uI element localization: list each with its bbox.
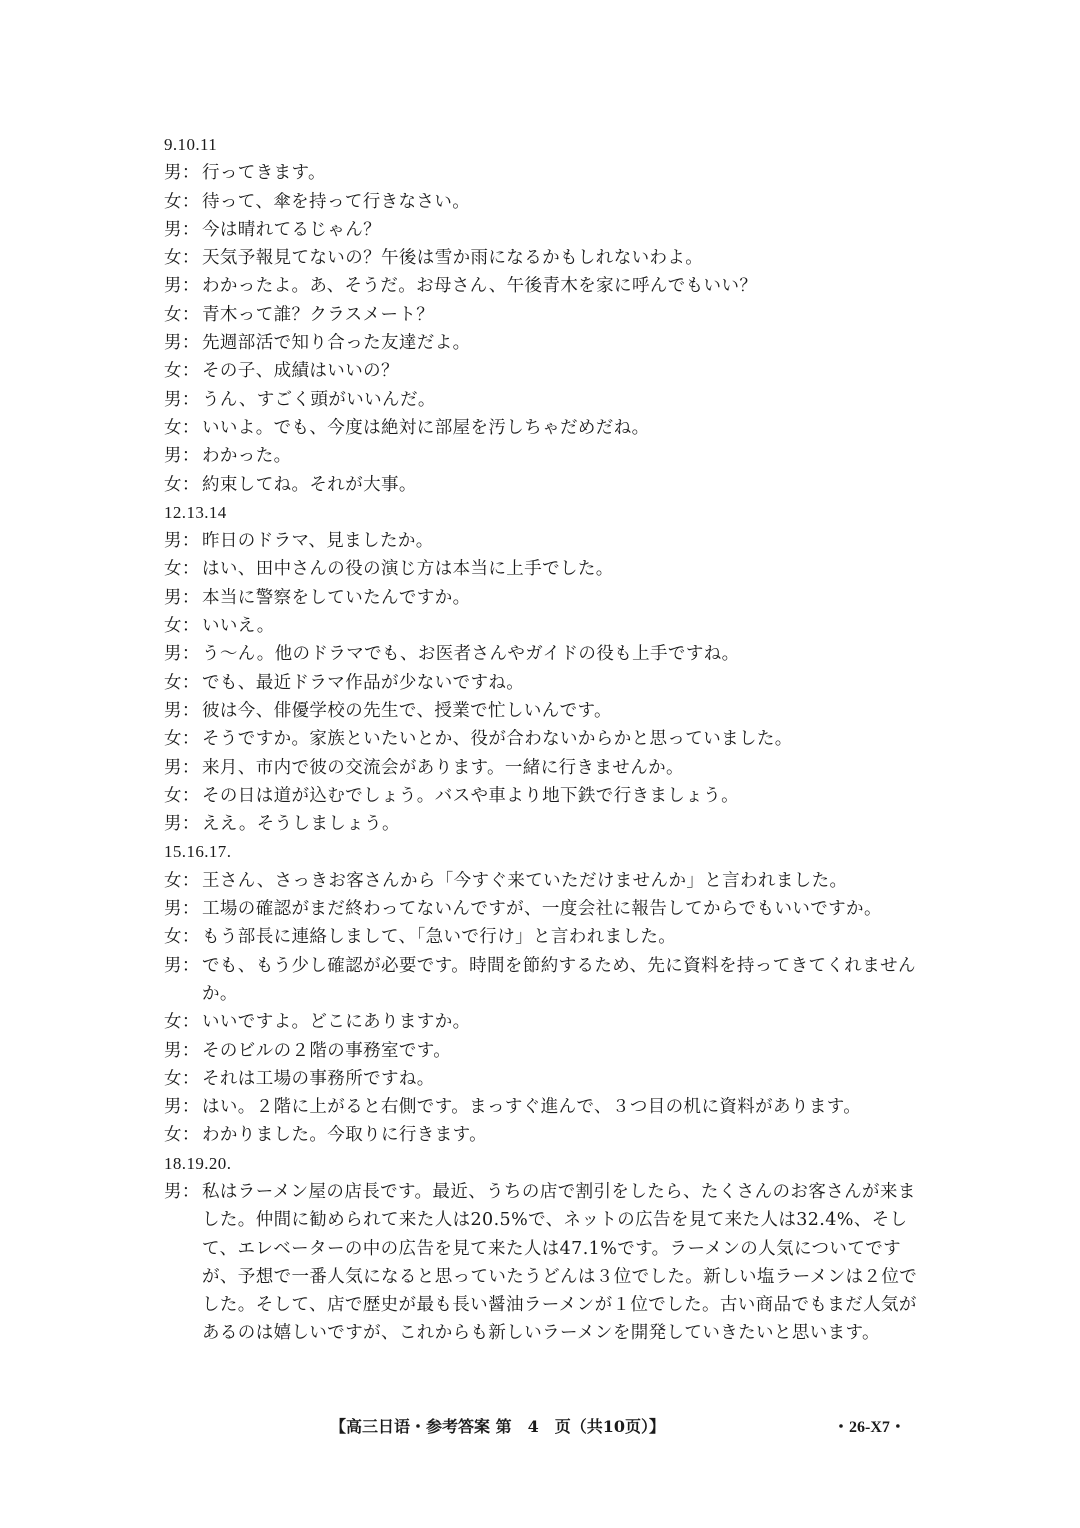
speaker-label: 女：: [164, 1068, 200, 1089]
dialogue-line: [164, 1008, 924, 1036]
dialogue-line: [164, 782, 924, 810]
dialogue-line: [164, 640, 924, 668]
dialogue-text: そうですか。家族といたいとか、役が合わないからかと思っていました。: [202, 729, 793, 750]
dialogue-line: [164, 754, 924, 782]
dialogue-text: 先週部活で知り合った友達だよ。: [202, 333, 471, 354]
dialogue-text: いいよ。でも、今度は絶対に部屋を汚しちゃだめだね。: [202, 417, 650, 438]
page-footer: [0, 1414, 1080, 1438]
dialogue-text: う～ん。他のドラマでも、お医者さんやガイドの役も上手ですね。: [202, 644, 740, 665]
dialogue-line: [164, 697, 924, 725]
dialogue-line: [164, 725, 924, 753]
footer-page-info: 【高三日语・参考答案 第 4 页（共10页）】: [330, 1417, 665, 1436]
speaker-label: 女：: [164, 304, 200, 325]
speaker-label: 男：: [164, 757, 200, 778]
dialogue-line: [164, 810, 924, 838]
dialogue-line: [164, 272, 924, 300]
dialogue-text: わかりました。今取りに行きます。: [202, 1125, 487, 1146]
dialogue-text: 今は晴れてるじゃん？: [202, 219, 381, 240]
dialogue-text: いいですよ。どこにありますか。: [202, 1012, 471, 1033]
speaker-label: 男：: [164, 955, 200, 976]
dialogue-text: うん、すごく頭がいいんだ。: [202, 389, 436, 410]
dialogue-line: [164, 895, 924, 923]
dialogue-line: [164, 301, 924, 329]
dialogue-text: 青木って誰？クラスメート？: [202, 304, 435, 325]
dialogue-line: [164, 1178, 924, 1348]
dialogue-text: 私はラーメン屋の店長です。最近、うちの店で割引をしたら、たくさんのお客さんが来ました。仲間に勧められて来た人は20.5%で、ネットの広告を見て来た人は32.4%、そして、エレベーターの中の広告を見て来た人は47.1%です。ラーメンの人気についてですが、予想で一番人気になると思っていたうどんは３位でした。新しい塩ラーメンは２位でした。そして、店で歴史が最も長い醤油ラーメンが１位でした。古い商品でもまだ人気があるのは嬉しいですが、これからも新しいラーメンを開発していきたいと思います。: [202, 1181, 918, 1344]
dialogue-line: [164, 1121, 924, 1149]
speaker-label: 女：: [164, 616, 200, 637]
dialogue-text: わかった。: [202, 446, 292, 467]
dialogue-text: 本当に警察をしていたんですか。: [202, 587, 471, 608]
dialogue-line: [164, 527, 924, 555]
listening-script: [164, 131, 924, 1348]
speaker-label: 男：: [164, 1097, 200, 1118]
speaker-label: 女：: [164, 191, 200, 212]
speaker-label: 男：: [164, 163, 200, 184]
speaker-label: 女：: [164, 870, 200, 891]
speaker-label: 男：: [164, 814, 200, 835]
dialogue-text: それは工場の事務所ですね。: [202, 1068, 435, 1089]
speaker-label: 男：: [164, 899, 200, 920]
dialogue-line: [164, 442, 924, 470]
dialogue-line: [164, 1093, 924, 1121]
speaker-label: 男：: [164, 700, 200, 721]
dialogue-text: もう部長に連絡しまして、「急いで行け」と言われました。: [202, 927, 677, 948]
speaker-label: 女：: [164, 672, 200, 693]
speaker-label: 男：: [164, 276, 200, 297]
dialogue-text: 王さん、さっきお客さんから「今すぐ来ていただけませんか」と言われました。: [202, 870, 848, 891]
dialogue-line: [164, 1037, 924, 1065]
dialogue-text: その子、成績はいいの？: [202, 361, 399, 382]
dialogue-line: [164, 584, 924, 612]
section-heading: 9.10.11: [164, 135, 218, 154]
speaker-label: 男：: [164, 1040, 200, 1061]
speaker-label: 男：: [164, 219, 200, 240]
section-heading: 15.16.17.: [164, 842, 232, 862]
dialogue-text: はい、田中さんの役の演じ方は本当に上手でした。: [202, 559, 614, 580]
speaker-label: 男：: [164, 587, 200, 608]
dialogue-line: [164, 159, 924, 187]
speaker-label: 女：: [164, 729, 200, 750]
dialogue-text: その日は道が込むでしょう。バスや車より地下鉄で行きましょう。: [202, 785, 739, 806]
speaker-label: 女：: [164, 248, 200, 269]
section-heading: 12.13.14: [164, 502, 227, 522]
dialogue-text: でも、もう少し確認が必要です。時間を節約するため、先に資料を持ってきてくれませんか。: [202, 955, 916, 1004]
dialogue-line: [164, 471, 924, 499]
dialogue-text: 天気予報見てないの？午後は雪か雨になるかもしれないわよ。: [202, 248, 704, 269]
dialogue-text: 来月、市内で彼の交流会があります。一緒に行きませんか。: [202, 757, 684, 778]
dialogue-text: 彼は今、俳優学校の先生で、授業で忙しいんです。: [202, 700, 612, 721]
speaker-label: 女：: [164, 417, 200, 438]
dialogue-line: [164, 867, 924, 895]
dialogue-line: [164, 923, 924, 951]
speaker-label: 男：: [164, 531, 200, 552]
dialogue-text: 工場の確認がまだ終わってないんですが、一度会社に報告してからでもいいですか。: [202, 899, 882, 920]
speaker-label: 女：: [164, 927, 200, 948]
dialogue-line: [164, 386, 924, 414]
speaker-label: 男：: [164, 333, 200, 354]
dialogue-line: [164, 244, 924, 272]
dialogue-line: [164, 357, 924, 385]
dialogue-line: [164, 188, 924, 216]
dialogue-line: [164, 612, 924, 640]
speaker-label: 女：: [164, 1012, 200, 1033]
section-heading: 18.19.20.: [164, 1153, 232, 1173]
speaker-label: 女：: [164, 785, 200, 806]
dialogue-text: 約束してね。それが大事。: [202, 474, 417, 495]
footer-code: ・26-X7・: [833, 1419, 906, 1436]
speaker-label: 女：: [164, 559, 200, 580]
speaker-label: 男：: [164, 1181, 200, 1202]
dialogue-text: 昨日のドラマ、見ましたか。: [202, 531, 434, 552]
dialogue-line: [164, 669, 924, 697]
speaker-label: 女：: [164, 474, 200, 495]
dialogue-text: 待って、傘を持って行きなさい。: [202, 191, 471, 212]
dialogue-text: 行ってきます。: [202, 163, 326, 184]
dialogue-line: [164, 555, 924, 583]
speaker-label: 女：: [164, 1125, 200, 1146]
dialogue-text: わかったよ。あ、そうだ。お母さん、午後青木を家に呼んでもいい？: [202, 276, 758, 297]
dialogue-line: [164, 952, 924, 1009]
dialogue-text: でも、最近ドラマ作品が少ないですね。: [202, 672, 525, 693]
dialogue-line: [164, 414, 924, 442]
speaker-label: 男：: [164, 644, 200, 665]
dialogue-line: [164, 1065, 924, 1093]
speaker-label: 男：: [164, 389, 200, 410]
speaker-label: 女：: [164, 361, 200, 382]
dialogue-text: ええ。そうしましょう。: [202, 814, 400, 835]
dialogue-text: はい。２階に上がると右側です。まっすぐ進んで、３つ目の机に資料があります。: [202, 1097, 862, 1118]
dialogue-text: いいえ。: [202, 616, 275, 637]
speaker-label: 男：: [164, 446, 200, 467]
dialogue-text: そのビルの２階の事務室です。: [202, 1040, 452, 1061]
dialogue-line: [164, 216, 924, 244]
dialogue-line: [164, 329, 924, 357]
